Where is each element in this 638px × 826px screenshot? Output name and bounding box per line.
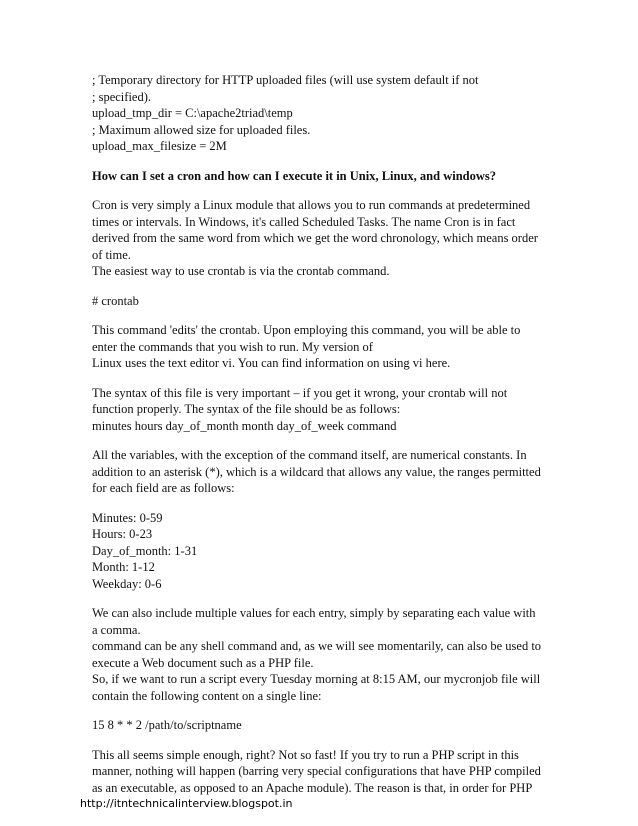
text-line: execute a Web document such as a PHP file. (92, 655, 314, 670)
paragraph-variables (92, 447, 552, 497)
paragraph-crontab-edit (92, 322, 552, 372)
text-line: The easiest way to use crontab is via the crontab command. (92, 264, 390, 278)
text-line: of time. (92, 247, 131, 262)
text-line: upload_tmp_dir = C:\apache2triad\temp (92, 106, 293, 120)
paragraph-php-note (92, 747, 552, 797)
list-item: Month: 1-12 (92, 560, 155, 574)
text-line: # crontab (92, 293, 139, 308)
text-line: upload_max_filesize = 2M (92, 139, 227, 153)
field-ranges-list (92, 510, 552, 593)
text-line: contain the following content on a single line: (92, 688, 322, 703)
text-line: So, if we want to run a script every Tuesday morning at 8:15 AM, our mycronjob file will (92, 672, 541, 686)
text-line: 15 8 * * 2 /path/to/scriptname (92, 718, 242, 732)
text-line: All the variables, with the exception of the command itself, are numerical constants. In (92, 448, 527, 462)
text-line: times or intervals. In Windows, it's called Scheduled Tasks. The name Cron is in fact (92, 214, 516, 229)
text-line: We can also include multiple values for each entry, simply by separating each value with (92, 606, 536, 620)
text-line: The syntax of this file is very important – if you get it wrong, your crontab will not (92, 385, 508, 400)
text-line: a comma. (92, 622, 141, 637)
text-line: ; Temporary directory for HTTP uploaded files (will use system default if not (92, 73, 479, 87)
php-config-snippet (92, 72, 552, 155)
text-line: derived from the same word from which we get the word chronology, which means order (92, 231, 538, 245)
text-line: manner, nothing will happen (barring very special configurations that have PHP compiled (92, 764, 541, 778)
text-line: minutes hours day_of_month month day_of_week command (92, 418, 397, 433)
text-line: for each field are as follows: (92, 481, 235, 495)
list-item: Weekday: 0-6 (92, 576, 162, 591)
paragraph-multiple-values (92, 605, 552, 704)
text-line: Cron is very simply a Linux module that allows you to run commands at predetermined (92, 198, 531, 212)
cron-example-line (92, 717, 552, 734)
list-item: Minutes: 0-59 (92, 510, 163, 525)
text-line: ; specified). (92, 89, 152, 104)
paragraph-cron-intro (92, 197, 552, 280)
question-text: How can I set a cron and how can I execute it in Unix, Linux, and windows? (92, 168, 496, 183)
crontab-command (92, 293, 552, 310)
document-body (92, 72, 552, 796)
list-item: Hours: 0-23 (92, 527, 153, 541)
text-line: This command 'edits' the crontab. Upon employing this command, you will be able to (92, 323, 521, 337)
text-line: addition to an asterisk (*), which is a wildcard that allows any value, the ranges permitted (92, 464, 541, 479)
text-line: Linux uses the text editor vi. You can find information on using vi here. (92, 356, 451, 370)
text-line: enter the commands that you wish to run. My version of (92, 339, 373, 354)
list-item: Day_of_month: 1-31 (92, 543, 198, 558)
footer-url: http://itntechnicalinterview.blogspot.in (80, 797, 293, 810)
text-line: ; Maximum allowed size for uploaded files. (92, 122, 311, 137)
question-heading (92, 168, 552, 185)
text-line: as an executable, as opposed to an Apache module). The reason is that, in order for PHP (92, 780, 533, 795)
text-line: function properly. The syntax of the file should be as follows: (92, 402, 401, 416)
paragraph-syntax (92, 385, 552, 435)
text-line: command can be any shell command and, as we will see momentarily, can also be used to (92, 639, 542, 653)
text-line: This all seems simple enough, right? Not so fast! If you try to run a PHP script in this (92, 747, 519, 762)
